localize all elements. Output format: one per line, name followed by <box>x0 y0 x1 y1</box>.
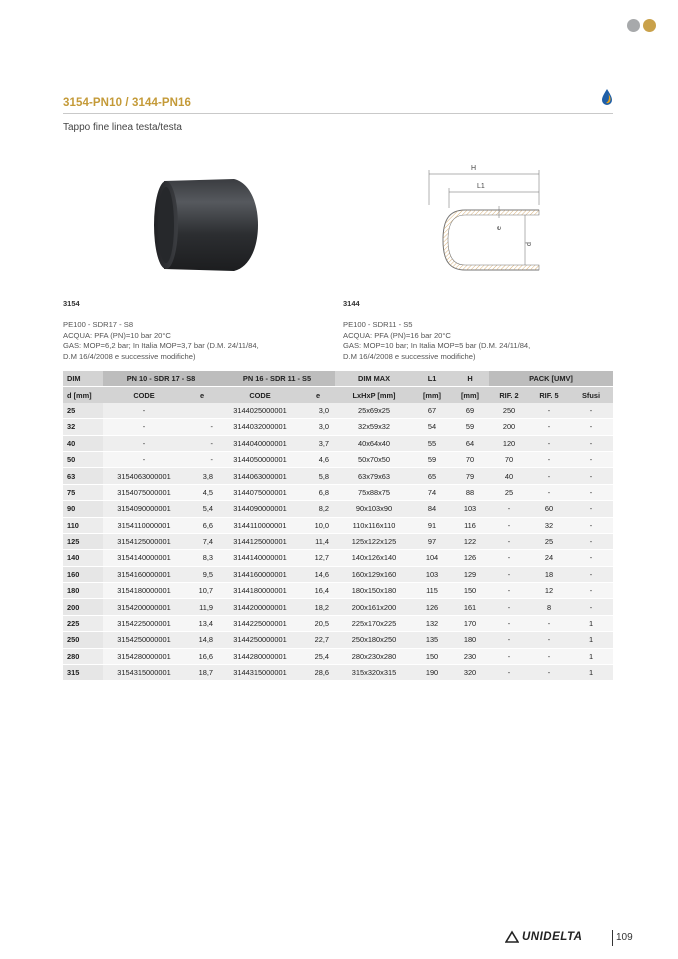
table-row <box>63 419 613 435</box>
table-cell: 3154315000001 <box>103 665 185 681</box>
table-cell: - <box>569 468 613 484</box>
table-cell: - <box>529 665 569 681</box>
header-dim-max: DIM MAX <box>335 371 413 387</box>
table-cell: 14,8 <box>185 632 219 648</box>
table-cell: - <box>103 451 185 467</box>
table-cell: 12 <box>529 583 569 599</box>
table-cell: 3144140000001 <box>219 550 301 566</box>
table-cell: - <box>489 517 529 533</box>
table-row <box>63 583 613 599</box>
table-cell: 132 <box>413 615 451 631</box>
table-cell: 3,8 <box>185 468 219 484</box>
table-cell: 126 <box>413 599 451 615</box>
table-cell: 32 <box>529 517 569 533</box>
table-cell: 3144040000001 <box>219 435 301 451</box>
table-cell: 180 <box>63 583 103 599</box>
brand-name: UNIDELTA <box>522 931 583 943</box>
table-cell: 3144280000001 <box>219 648 301 664</box>
table-cell: 12,7 <box>301 550 335 566</box>
table-cell: - <box>529 468 569 484</box>
table-cell: 4,5 <box>185 484 219 500</box>
table-cell: 6,6 <box>185 517 219 533</box>
right-spec-line: D.M 16/4/2008 e successive modifiche) <box>343 351 476 361</box>
table-cell: 140 <box>63 550 103 566</box>
table-cell: 103 <box>413 566 451 582</box>
header-rif5: RIF. 5 <box>529 387 569 403</box>
table-cell: 67 <box>413 403 451 419</box>
right-spec-code: 3144 <box>343 299 360 308</box>
left-spec-code: 3154 <box>63 299 80 308</box>
table-cell: 11,9 <box>185 599 219 615</box>
table-cell: 16,4 <box>301 583 335 599</box>
table-cell: 90x103x90 <box>335 501 413 517</box>
table-cell: 3,0 <box>301 419 335 435</box>
table-cell: 6,8 <box>301 484 335 500</box>
table-cell: - <box>529 419 569 435</box>
table-cell: 60 <box>529 501 569 517</box>
table-cell: 190 <box>413 665 451 681</box>
table-cell: 200x161x200 <box>335 599 413 615</box>
table-cell: 24 <box>529 550 569 566</box>
table-cell: 25x69x25 <box>335 403 413 419</box>
table-row <box>63 501 613 517</box>
header-h-unit: [mm] <box>451 387 489 403</box>
table-cell: 3144250000001 <box>219 632 301 648</box>
table-cell: 40x64x40 <box>335 435 413 451</box>
table-cell: 140x126x140 <box>335 550 413 566</box>
table-cell: 3154110000001 <box>103 517 185 533</box>
table-cell: 1 <box>569 648 613 664</box>
title-rule <box>63 113 613 114</box>
table-cell: 16,6 <box>185 648 219 664</box>
table-cell: 18,7 <box>185 665 219 681</box>
table-cell: 65 <box>413 468 451 484</box>
header-pn10: PN 10 - SDR 17 - S8 <box>103 371 219 387</box>
table-cell: 63x79x63 <box>335 468 413 484</box>
table-cell: - <box>569 419 613 435</box>
table-cell: 225x170x225 <box>335 615 413 631</box>
table-cell: 230 <box>451 648 489 664</box>
table-cell: 10,0 <box>301 517 335 533</box>
dim-d-label: d <box>526 242 533 246</box>
table-cell: 250 <box>489 403 529 419</box>
table-cell: 160 <box>63 566 103 582</box>
table-cell: 97 <box>413 533 451 549</box>
header-code-pn16: CODE <box>219 387 301 403</box>
table-cell: 25 <box>63 403 103 419</box>
brand-logo <box>505 930 582 944</box>
table-cell: 64 <box>451 435 489 451</box>
table-cell: 22,7 <box>301 632 335 648</box>
table-cell: - <box>103 435 185 451</box>
table-cell: 120 <box>489 435 529 451</box>
table-cell: 3144160000001 <box>219 566 301 582</box>
table-cell: - <box>489 599 529 615</box>
table-cell: 3144050000001 <box>219 451 301 467</box>
table-cell: 25 <box>529 533 569 549</box>
table-cell: 125x122x125 <box>335 533 413 549</box>
table-cell: 3144090000001 <box>219 501 301 517</box>
table-cell: 32x59x32 <box>335 419 413 435</box>
table-cell: 280x230x280 <box>335 648 413 664</box>
table-row <box>63 533 613 549</box>
header-e-pn10: e <box>185 387 219 403</box>
page-number: 109 <box>616 932 633 943</box>
table-cell: - <box>489 615 529 631</box>
table-cell: - <box>489 566 529 582</box>
water-gas-drop-icon <box>600 88 614 111</box>
left-spec-line: D.M 16/4/2008 e successive modifiche) <box>63 351 196 361</box>
table-cell: 3154180000001 <box>103 583 185 599</box>
left-spec-lines <box>63 320 259 362</box>
table-cell: 3154090000001 <box>103 501 185 517</box>
dim-l1-label: L1 <box>477 183 485 190</box>
table-cell: 280 <box>63 648 103 664</box>
header-dim-unit: d [mm] <box>63 387 103 403</box>
table-cell: 160x129x160 <box>335 566 413 582</box>
table-cell: 200 <box>63 599 103 615</box>
page-separator <box>612 930 613 946</box>
table-cell: 18,2 <box>301 599 335 615</box>
table-cell: 225 <box>63 615 103 631</box>
table-cell: - <box>489 665 529 681</box>
table-cell: 1 <box>569 632 613 648</box>
table-cell: - <box>569 533 613 549</box>
table-cell: 103 <box>451 501 489 517</box>
table-cell: 70 <box>451 451 489 467</box>
header-pack: PACK [UMV] <box>489 371 613 387</box>
table-cell: 170 <box>451 615 489 631</box>
table-cell: 3154250000001 <box>103 632 185 648</box>
table-cell: - <box>529 435 569 451</box>
table-cell: - <box>569 599 613 615</box>
table-cell: 3144180000001 <box>219 583 301 599</box>
table-cell: 7,4 <box>185 533 219 549</box>
table-cell: 1 <box>569 615 613 631</box>
table-row <box>63 648 613 664</box>
table-cell: - <box>569 583 613 599</box>
table-cell: - <box>569 550 613 566</box>
table-cell: - <box>529 451 569 467</box>
table-cell: 3144063000001 <box>219 468 301 484</box>
table-cell: 1 <box>569 665 613 681</box>
table-cell: 110 <box>63 517 103 533</box>
table-cell: 320 <box>451 665 489 681</box>
table-cell: 315x320x315 <box>335 665 413 681</box>
table-cell: 54 <box>413 419 451 435</box>
table-cell: 3144075000001 <box>219 484 301 500</box>
header-e-pn16: e <box>301 387 335 403</box>
unidelta-logo-icon <box>505 930 519 944</box>
table-cell: 13,4 <box>185 615 219 631</box>
table-row <box>63 435 613 451</box>
table-row <box>63 615 613 631</box>
table-cell: - <box>569 566 613 582</box>
table-cell: - <box>185 419 219 435</box>
header-sfusi: Sfusi <box>569 387 613 403</box>
table-cell: 9,5 <box>185 566 219 582</box>
table-cell: - <box>489 501 529 517</box>
table-cell: 10,7 <box>185 583 219 599</box>
table-cell: 3144315000001 <box>219 665 301 681</box>
header-pn16: PN 16 - SDR 11 - S5 <box>219 371 335 387</box>
header-rif2: RIF. 2 <box>489 387 529 403</box>
table-cell: - <box>489 533 529 549</box>
left-spec-line: ACQUA: PFA (PN)=10 bar 20°C <box>63 330 171 340</box>
table-cell: 50 <box>63 451 103 467</box>
table-cell: 79 <box>451 468 489 484</box>
table-cell: 129 <box>451 566 489 582</box>
table-cell: 84 <box>413 501 451 517</box>
left-spec-line: GAS: MOP=6,2 bar; In Italia MOP=3,7 bar (D.M. 24/11/84, <box>63 341 259 350</box>
table-cell: 40 <box>63 435 103 451</box>
table-cell: 125 <box>63 533 103 549</box>
table-row <box>63 484 613 500</box>
table-row <box>63 599 613 615</box>
table-cell: - <box>529 648 569 664</box>
table-cell: 8 <box>529 599 569 615</box>
table-cell: 3154125000001 <box>103 533 185 549</box>
table-cell: 50x70x50 <box>335 451 413 467</box>
table-cell: - <box>569 484 613 500</box>
table-cell: 25 <box>489 484 529 500</box>
table-cell: 88 <box>451 484 489 500</box>
page-subtitle: Tappo fine linea testa/testa <box>63 122 182 133</box>
table-cell: 5,8 <box>301 468 335 484</box>
dim-e-label: e <box>496 226 503 230</box>
table-cell: 3144110000001 <box>219 517 301 533</box>
table-cell: 3144200000001 <box>219 599 301 615</box>
table-cell: - <box>569 451 613 467</box>
table-cell: 3144225000001 <box>219 615 301 631</box>
header-l1-unit: [mm] <box>413 387 451 403</box>
table-cell: 135 <box>413 632 451 648</box>
right-spec-line: ACQUA: PFA (PN)=16 bar 20°C <box>343 330 451 340</box>
technical-drawing <box>415 160 555 300</box>
table-cell: 180 <box>451 632 489 648</box>
header-dim: DIM <box>63 371 103 387</box>
table-cell: 59 <box>413 451 451 467</box>
table-cell: - <box>529 615 569 631</box>
table-cell: 200 <box>489 419 529 435</box>
table-cell: 115 <box>413 583 451 599</box>
table-cell: 4,6 <box>301 451 335 467</box>
table-cell: 150 <box>451 583 489 599</box>
corner-dots <box>627 19 656 32</box>
table-cell: 75x88x75 <box>335 484 413 500</box>
table-cell: 150 <box>413 648 451 664</box>
table-cell: - <box>529 632 569 648</box>
header-code-pn10: CODE <box>103 387 185 403</box>
table-cell: - <box>489 648 529 664</box>
table-cell: 75 <box>63 484 103 500</box>
table-cell: 69 <box>451 403 489 419</box>
table-cell: 3154200000001 <box>103 599 185 615</box>
table-cell: 250x180x250 <box>335 632 413 648</box>
table-cell: 70 <box>489 451 529 467</box>
table-cell: 3,7 <box>301 435 335 451</box>
table-cell: 104 <box>413 550 451 566</box>
table-cell: 40 <box>489 468 529 484</box>
left-spec-line: PE100 - SDR17 - S8 <box>63 320 134 329</box>
table-row <box>63 451 613 467</box>
table-cell: 250 <box>63 632 103 648</box>
header-h: H <box>451 371 489 387</box>
table-cell: - <box>103 403 185 419</box>
table-cell: - <box>489 632 529 648</box>
table-cell: 18 <box>529 566 569 582</box>
table-cell: 91 <box>413 517 451 533</box>
table-cell: 8,2 <box>301 501 335 517</box>
table-cell: 3154225000001 <box>103 615 185 631</box>
table-cell: 180x150x180 <box>335 583 413 599</box>
table-cell: - <box>103 419 185 435</box>
table-row <box>63 403 613 419</box>
dim-h-label: H <box>471 165 477 172</box>
header-l1: L1 <box>413 371 451 387</box>
table-cell: 20,5 <box>301 615 335 631</box>
table-row <box>63 566 613 582</box>
table-cell: - <box>569 517 613 533</box>
table-row <box>63 517 613 533</box>
table-cell: - <box>569 435 613 451</box>
table-cell: 110x116x110 <box>335 517 413 533</box>
right-spec-line: PE100 - SDR11 - S5 <box>343 320 413 329</box>
table-cell: 315 <box>63 665 103 681</box>
table-cell: 3154075000001 <box>103 484 185 500</box>
table-cell: 11,4 <box>301 533 335 549</box>
table-cell: 3,0 <box>301 403 335 419</box>
gold-dot-icon <box>643 19 656 32</box>
table-cell: 63 <box>63 468 103 484</box>
table-cell: 122 <box>451 533 489 549</box>
table-row <box>63 632 613 648</box>
table-row <box>63 550 613 566</box>
product-table <box>63 371 613 681</box>
header-dim-max-unit: LxHxP [mm] <box>335 387 413 403</box>
table-cell: - <box>569 501 613 517</box>
table-cell: 25,4 <box>301 648 335 664</box>
table-cell: - <box>489 583 529 599</box>
table-cell: 14,6 <box>301 566 335 582</box>
table-cell: 3144032000001 <box>219 419 301 435</box>
gray-dot-icon <box>627 19 640 32</box>
right-spec-line: GAS: MOP=10 bar; In Italia MOP=5 bar (D.M. 24/11/84, <box>343 341 531 350</box>
table-cell: - <box>569 403 613 419</box>
table-cell: - <box>489 550 529 566</box>
table-cell: 59 <box>451 419 489 435</box>
table-cell <box>185 403 219 419</box>
table-row <box>63 665 613 681</box>
table-cell: 3154063000001 <box>103 468 185 484</box>
table-cell: 55 <box>413 435 451 451</box>
table-cell: 126 <box>451 550 489 566</box>
table-cell: 32 <box>63 419 103 435</box>
table-cell: 3154140000001 <box>103 550 185 566</box>
table-cell: 74 <box>413 484 451 500</box>
product-photo <box>150 175 270 280</box>
table-cell: 28,6 <box>301 665 335 681</box>
table-cell: 161 <box>451 599 489 615</box>
table-row <box>63 468 613 484</box>
table-cell: 3144025000001 <box>219 403 301 419</box>
table-cell: 3154280000001 <box>103 648 185 664</box>
table-cell: 3154160000001 <box>103 566 185 582</box>
table-cell: - <box>529 403 569 419</box>
table-cell: 3144125000001 <box>219 533 301 549</box>
table-cell: - <box>185 451 219 467</box>
right-spec-lines <box>343 320 530 362</box>
table-cell: 116 <box>451 517 489 533</box>
table-cell: 90 <box>63 501 103 517</box>
table-cell: - <box>185 435 219 451</box>
table-cell: 8,3 <box>185 550 219 566</box>
table-cell: 5,4 <box>185 501 219 517</box>
table-cell: - <box>529 484 569 500</box>
page-title: 3154-PN10 / 3144-PN16 <box>63 97 192 109</box>
